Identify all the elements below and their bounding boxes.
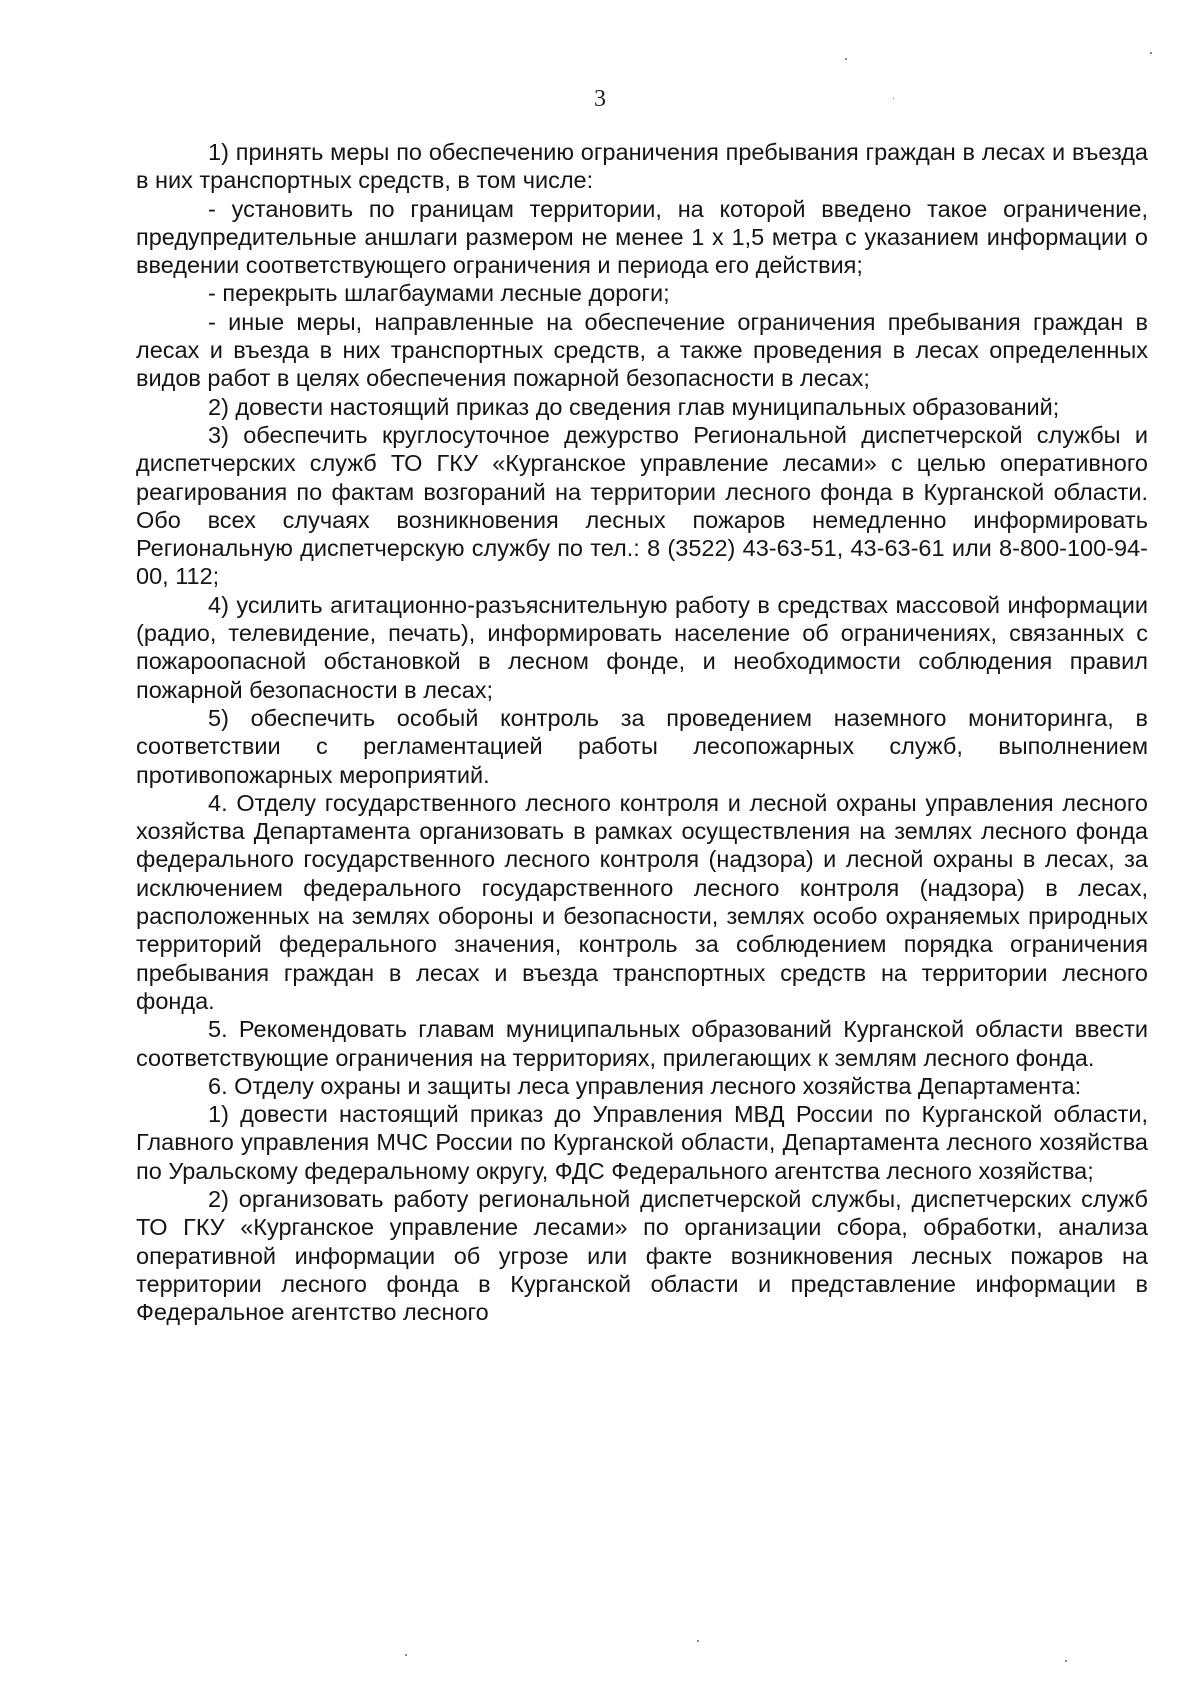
scan-speck xyxy=(1065,1660,1067,1662)
scan-speck xyxy=(697,1640,699,1642)
scan-speck xyxy=(893,98,894,99)
paragraph: 6. Отделу охраны и защиты леса управления лесного хозяйства Департамента: xyxy=(208,1072,1082,1099)
page-number: 3 xyxy=(594,86,606,112)
paragraph: 1) довести настоящий приказ до Управления МВД России по Курганской области, Главного управления МЧС России по Курганской области, Департамента лесного хозяйства по Уральскому федеральному округу, ФДС Федерального агентства лесного хозяйства; xyxy=(136,1101,1148,1184)
scan-speck xyxy=(1150,52,1152,54)
paragraph: - иные меры, направленные на обеспечение ограничения пребывания граждан в лесах и въезда в них транспортных средств, а также проведения в лесах определенных видов работ в целях обеспечения пожарной безопасности в лесах; xyxy=(136,308,1148,392)
paragraph: 4) усилить агитационно-разъяснительную работу в средствах массовой информации (радио, телевидение, печать), информировать население об ограничениях, связанных с пожароопасной обстановкой в лесном фонде, и необходимости соблюдения правил пожарной безопасности в лесах; xyxy=(136,591,1148,703)
paragraph: 2) довести настоящий приказ до сведения глав муниципальных образований; xyxy=(208,393,1060,420)
paragraph: 5. Рекомендовать главам муниципальных образований Курганской области ввести соответствующие ограничения на территориях, прилегающих к землям лесного фонда. xyxy=(136,1016,1148,1071)
paragraph: - установить по границам территории, на которой введено такое ограничение, предупредительные аншлаги размером не менее 1 х 1,5 метра с указанием информации о введении соответствующего ограничения и периода его действия; xyxy=(136,195,1148,279)
scan-speck xyxy=(845,58,847,60)
paragraph: 3) обеспечить круглосуточное дежурство Региональной диспетчерской службы и диспетчерских служб ТО ГКУ «Курганское управление лесами» с целью оперативного реагирования по фактам возгораний на территории лесного фонда в Курганской области. Обо всех случаях возникновения лесных пожаров немедленно информировать Региональную диспетчерскую службу по тел.: 8 (3522) 43-63-51, 43-63-61 или 8-800-100-94-00, 112; xyxy=(136,421,1148,590)
scan-speck xyxy=(405,1654,407,1656)
paragraph: 1) принять меры по обеспечению ограничения пребывания граждан в лесах и въезда в них транспортных средств, в том числе: xyxy=(136,139,1148,194)
document-body xyxy=(136,138,1148,1326)
paragraph: 2) организовать работу региональной диспетчерской службы, диспетчерских служб ТО ГКУ «Курганское управление лесами» по организации сбора, обработки, анализа оперативной информации об угрозе или факте возникновения лесных пожаров на территории лесного фонда в Курганской области и представление информации в Федеральное агентство лесного xyxy=(136,1185,1148,1326)
paragraph: 5) обеспечить особый контроль за проведением наземного мониторинга, в соответствии с регламентацией работы лесопожарных служб, выполнением противопожарных мероприятий. xyxy=(136,704,1148,788)
paragraph: 4. Отделу государственного лесного контроля и лесной охраны управления лесного хозяйства Департамента организовать в рамках осуществления на землях лесного фонда федерального государственного лесного контроля (надзора) и лесной охраны в лесах, за исключением федерального государственного лесного контроля (надзора) в лесах, расположенных на землях обороны и безопасности, землях особо охраняемых природных территорий федерального значения, контроль за соблюдением порядка ограничения пребывания граждан в лесах и въезда транспортных средств на территории лесного фонда. xyxy=(136,789,1148,1014)
paragraph: - перекрыть шлагбаумами лесные дороги; xyxy=(208,280,670,307)
